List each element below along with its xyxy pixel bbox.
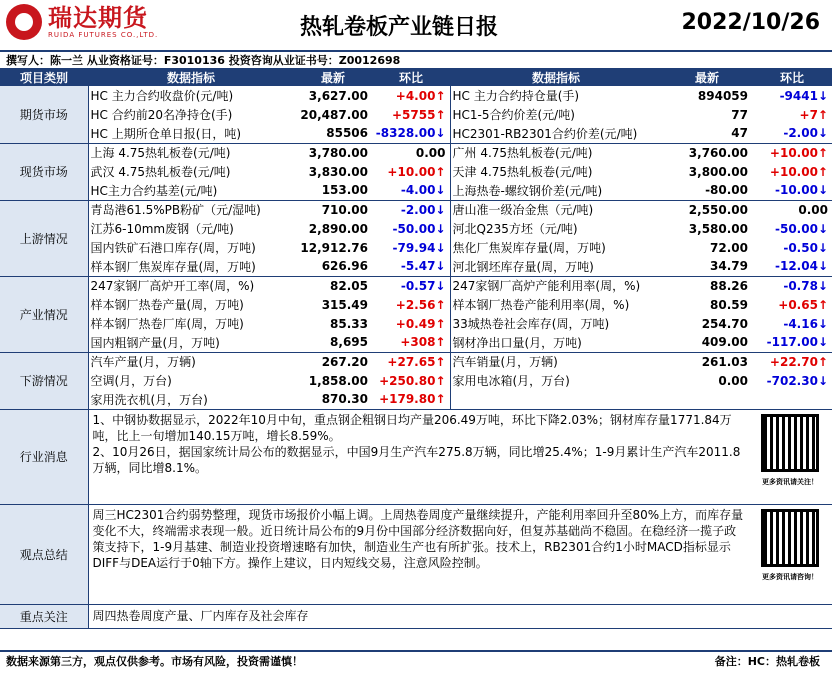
latest-left: 3,627.00 (308, 88, 368, 103)
data-table (0, 68, 832, 629)
indicator-left: 样本钢厂热卷产量(周，万吨) (90, 298, 244, 312)
table-row (0, 371, 832, 390)
latest-right: 3,580.00 (688, 221, 748, 236)
view-row (0, 504, 832, 604)
table-row (0, 124, 832, 143)
indicator-left: 空调(月，万台) (90, 374, 172, 388)
latest-left: 267.20 (321, 354, 368, 369)
category-cell: 产业情况 (0, 276, 88, 352)
change-left: +0.49↑ (372, 314, 450, 333)
change-right: -0.78↓ (783, 278, 828, 293)
indicator-left: 样本钢厂热卷厂库(周，万吨) (90, 317, 244, 331)
indicator-right: 唐山准一级冶金焦（元/吨) (452, 203, 594, 218)
latest-left: 20,487.00 (300, 107, 368, 122)
latest-left: 8,695 (294, 333, 372, 352)
latest-right: 254.70 (701, 316, 748, 331)
latest-right: 2,550.00 (688, 202, 748, 217)
author-line: 撰写人：陈一兰 从业资格证号：F3010136 投资咨询从业证书号：Z0012698 (0, 50, 832, 68)
indicator-right: 广州 4.75热轧板卷(元/吨) (452, 146, 593, 161)
latest-right: 0.00 (718, 373, 748, 388)
latest-right: -80.00 (662, 181, 752, 200)
latest-left: 85.33 (330, 316, 368, 331)
focus-text: 周四热卷周度产量、厂内库存及社会库存 (88, 604, 832, 628)
indicator-right: HC2301-RB2301合约价差(元/吨) (450, 124, 662, 143)
indicator-right: 焦化厂焦炭库存量(周，万吨) (452, 241, 606, 255)
table-row (0, 143, 832, 162)
latest-right: 34.79 (662, 257, 752, 276)
latest-left: 2,890.00 (308, 221, 368, 236)
change-right: +10.00↑ (769, 145, 828, 160)
latest-right: 72.00 (710, 240, 748, 255)
indicator-right: 家用电冰箱(月，万台) (452, 374, 570, 388)
table-row (0, 219, 832, 238)
table-header-row (0, 68, 832, 86)
indicator-left: 上海 4.75热轧板卷(元/吨) (90, 146, 231, 161)
category-cell: 下游情况 (0, 352, 88, 409)
latest-right: 3,800.00 (688, 164, 748, 179)
change-right: -12.04↓ (752, 257, 832, 276)
change-left: -0.57↓ (372, 276, 450, 295)
change-left: -79.94↓ (372, 238, 450, 257)
qr-caption-view: 更多资讯请咨询！ (762, 572, 818, 581)
change-right: -4.16↓ (783, 316, 828, 331)
view-text: 周三HC2301合约弱势整理，现货市场报价小幅上调。上周热卷周度产量继续提升，产能利用率回升至80%上方，而库存量变化不大，终端需求表现一般。近日统计局公布的9月份中国部分经济数据向好，但复苏基础尚不稳固。在稳经济一揽子政策支持下，1-9月基建、制造业投资增速略有加快，制造业生产也有所扩张。技术上，RB2301合约1小时MACD指标显示DIFF与DEA运行于0轴下方。操作上建议，日内短线交易，注意风险控制。 (92, 507, 744, 570)
change-left: -5.47↓ (372, 257, 450, 276)
table-row (0, 352, 832, 371)
qr-code-view (754, 509, 826, 585)
col-latest-right: 最新 (662, 68, 752, 86)
table-row (0, 333, 832, 352)
logo-en: RUIDA FUTURES CO.,LTD. (48, 31, 159, 39)
indicator-left: HC 主力合约收盘价(元/吨) (90, 89, 234, 103)
qr-code-icon (761, 509, 819, 567)
latest-right: 88.26 (710, 278, 748, 293)
latest-left: 870.30 (294, 390, 372, 409)
indicator-right: 河北Q235方坯（元/吨) (452, 222, 578, 236)
col-indicator-right: 数据指标 (450, 68, 662, 86)
indicator-right: 样本钢厂热卷产能利用率(周，%) (452, 298, 630, 312)
change-left: +2.56↑ (372, 295, 450, 314)
latest-right: 409.00 (662, 333, 752, 352)
col-indicator-left: 数据指标 (88, 68, 294, 86)
view-category: 观点总结 (0, 504, 88, 604)
indicator-right: 汽车销量(月，万辆) (452, 355, 558, 370)
logo-icon (6, 4, 42, 40)
latest-right: 894059 (697, 88, 748, 103)
report-header (0, 0, 832, 50)
table-row (0, 276, 832, 295)
indicator-right: 天津 4.75热轧板卷(元/吨) (452, 165, 593, 179)
table-row (0, 105, 832, 124)
change-right: -50.00↓ (775, 221, 828, 236)
indicator-right: 33城热卷社会库存(周，万吨) (452, 317, 610, 331)
indicator-left: 247家钢厂高炉开工率(周，%) (90, 279, 255, 294)
change-left: -4.00↓ (372, 181, 450, 200)
indicator-left: 江苏6-10mm废钢（元/吨) (90, 222, 234, 236)
indicator-left: 武汉 4.75热轧板卷(元/吨) (90, 165, 231, 179)
change-right: -2.00↓ (752, 124, 832, 143)
news-item-1: 1、中钢协数据显示，2022年10月中旬，重点钢企粗钢日均产量206.49万吨，环比下降2.03%；钢材库存量1771.84万吨，比上一旬增加140.15万吨，增长8.59%。 (92, 412, 732, 443)
change-right: -0.50↓ (783, 240, 828, 255)
category-cell: 现货市场 (0, 143, 88, 200)
latest-left: 1,858.00 (308, 373, 368, 388)
table-row (0, 200, 832, 219)
qr-caption-news: 更多资讯请关注！ (762, 477, 818, 486)
change-right: +7↑ (799, 107, 828, 122)
report-title: 热轧卷板产业链日报 (300, 15, 499, 40)
latest-left: 3,780.00 (308, 145, 368, 160)
change-right: -9441↓ (779, 88, 828, 103)
focus-row (0, 604, 832, 628)
change-right (752, 390, 832, 409)
col-change-left: 环比 (372, 68, 450, 86)
table-row (0, 314, 832, 333)
change-left: -2.00↓ (372, 200, 450, 219)
qr-code-news (754, 414, 826, 490)
report-footer (0, 650, 832, 672)
table-row (0, 238, 832, 257)
change-right: -117.00↓ (752, 333, 832, 352)
change-left: +250.80↑ (372, 371, 450, 390)
indicator-right: HC1-5合约价差(元/吨) (452, 108, 575, 122)
footer-disclaimer: 数据来源第三方，观点仅供参考。市场有风险，投资需谨慎！ (6, 655, 303, 668)
indicator-right: 247家钢厂高炉产能利用率(周，%) (452, 279, 641, 294)
latest-left: 626.96 (294, 257, 372, 276)
news-category: 行业消息 (0, 409, 88, 504)
latest-left: 153.00 (294, 181, 372, 200)
category-cell: 期货市场 (0, 86, 88, 143)
change-left: +27.65↑ (372, 352, 450, 371)
indicator-left: 青岛港61.5%PB粉矿（元/湿吨) (90, 203, 261, 218)
latest-right: 261.03 (701, 354, 748, 369)
indicator-left: 样本钢厂焦炭库存量(周，万吨) (88, 257, 294, 276)
latest-right: 3,760.00 (688, 145, 748, 160)
indicator-right: 钢材净出口量(月，万吨) (450, 333, 662, 352)
table-row (0, 86, 832, 105)
news-item-2: 2、10月26日，据国家统计局公布的数据显示，中国9月生产汽车275.8万辆，同比增25.4%；1-9月累计生产汽车2011.8万辆，同比增8.1%。 (92, 444, 741, 475)
change-left: +179.80↑ (372, 390, 450, 409)
latest-right: 80.59 (710, 297, 748, 312)
indicator-right: 上海热卷-螺纹钢价差(元/吨) (450, 181, 662, 200)
table-row (0, 181, 832, 200)
change-left: +5755↑ (372, 105, 450, 124)
change-right: -10.00↓ (752, 181, 832, 200)
news-row (0, 409, 832, 504)
indicator-left: HC 上期所仓单日报(日，吨) (88, 124, 294, 143)
qr-code-icon (761, 414, 819, 472)
change-right: 0.00 (798, 202, 828, 217)
latest-right (662, 390, 752, 409)
indicator-left: 国内铁矿石港口库存(周，万吨) (90, 241, 256, 255)
change-left: +4.00↑ (372, 86, 450, 105)
table-row (0, 295, 832, 314)
table-row (0, 162, 832, 181)
indicator-right: HC 主力合约持仓量(手) (452, 89, 580, 103)
change-left: +10.00↑ (372, 162, 450, 181)
indicator-left: 汽车产量(月，万辆) (90, 355, 196, 370)
change-left: -8328.00↓ (372, 124, 450, 143)
change-right: +22.70↑ (769, 354, 828, 369)
latest-left: 3,830.00 (308, 164, 368, 179)
change-right: -702.30↓ (766, 373, 828, 388)
indicator-left: HC主力合约基差(元/吨) (88, 181, 294, 200)
category-cell: 上游情况 (0, 200, 88, 276)
latest-right: 77 (731, 107, 748, 122)
latest-left: 315.49 (321, 297, 368, 312)
latest-left: 710.00 (321, 202, 368, 217)
report-date: 2022/10/26 (681, 10, 820, 35)
indicator-left: 家用洗衣机(月，万台) (88, 390, 294, 409)
change-right: +10.00↑ (769, 164, 828, 179)
focus-category: 重点关注 (0, 604, 88, 628)
col-latest-left: 最新 (294, 68, 372, 86)
table-row (0, 257, 832, 276)
latest-left: 82.05 (330, 278, 368, 293)
col-change-right: 环比 (752, 68, 832, 86)
logo-cn: 瑞达期货 (48, 4, 148, 32)
footer-note: 备注：HC：热轧卷板 (714, 655, 820, 668)
latest-left: 85506 (294, 124, 372, 143)
change-left: +308↑ (372, 333, 450, 352)
change-left: -50.00↓ (372, 219, 450, 238)
indicator-right (450, 390, 662, 409)
change-right: +0.65↑ (778, 297, 828, 312)
latest-left: 12,912.76 (300, 240, 368, 255)
table-row (0, 390, 832, 409)
indicator-right: 河北钢坯库存量(周，万吨) (450, 257, 662, 276)
indicator-left: 国内粗钢产量(月，万吨) (88, 333, 294, 352)
company-logo (6, 4, 158, 40)
col-category: 项目类别 (0, 68, 88, 86)
indicator-left: HC 合约前20名净持仓(手) (90, 108, 233, 122)
change-left: 0.00 (372, 143, 450, 162)
latest-right: 47 (662, 124, 752, 143)
